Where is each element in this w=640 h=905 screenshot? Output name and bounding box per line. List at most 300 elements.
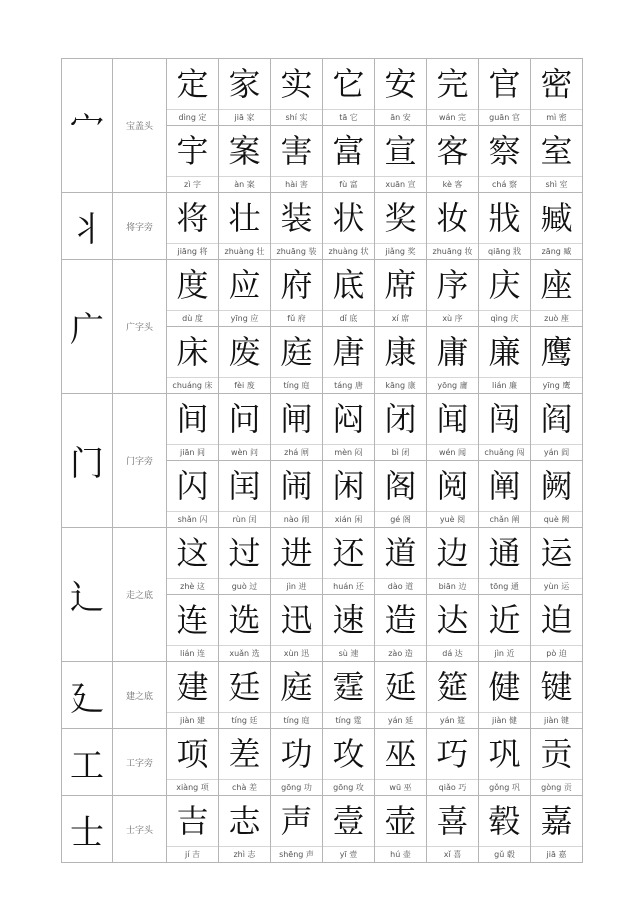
char-cell [271,662,323,729]
practice-character: 近 [488,601,521,639]
char-cell [271,327,323,394]
char-cell [219,662,271,729]
practice-character: 闷 [332,400,365,438]
practice-character: 选 [228,601,261,639]
char-cell [427,193,479,260]
pinyin-label: dào 道 [375,578,426,594]
pinyin-label: zhuàng 壮 [219,243,270,259]
pinyin-label: tōng 通 [479,578,530,594]
pinyin-label: què 阙 [531,511,582,527]
char-cell [375,193,427,260]
practice-character: 阐 [488,467,521,505]
pinyin-label: guān 官 [479,109,530,125]
pinyin-label: jìn 进 [271,578,322,594]
practice-character: 废 [228,333,261,371]
practice-character: 底 [332,266,365,304]
char-cell [479,729,531,796]
pinyin-label: chà 差 [219,779,270,795]
pinyin-label: jí 吉 [167,846,218,862]
pinyin-label: yīng 鹰 [531,377,582,393]
char-cell [427,126,479,193]
pinyin-label: gé 阁 [375,511,426,527]
pinyin-label: jiàn 健 [479,712,530,728]
practice-character: 害 [280,132,313,170]
char-cell [375,126,427,193]
pinyin-label: xù 序 [427,310,478,326]
practice-character: 闯 [488,400,521,438]
practice-character: 差 [228,735,261,773]
pinyin-label: lián 连 [167,645,218,661]
char-cell [427,595,479,662]
char-cell [375,729,427,796]
pinyin-label: jiān 间 [167,444,218,460]
pinyin-label: wū 巫 [375,779,426,795]
char-cell [479,59,531,126]
practice-character: 客 [436,132,469,170]
char-cell [479,528,531,595]
pinyin-label: biān 边 [427,578,478,594]
pinyin-label: chuǎng 闯 [479,444,530,460]
radical-name: 建之底 [113,662,167,729]
char-cell [479,796,531,863]
practice-character: 它 [332,65,365,103]
pinyin-label: wán 完 [427,109,478,125]
pinyin-label: rùn 闰 [219,511,270,527]
practice-character: 密 [540,65,573,103]
radical-name: 工字旁 [113,729,167,796]
pinyin-label: zhuāng 妆 [427,243,478,259]
practice-character: 还 [332,534,365,572]
char-cell [219,394,271,461]
practice-character: 宇 [176,132,209,170]
pinyin-label: dá 达 [427,645,478,661]
pinyin-label: hài 害 [271,176,322,192]
pinyin-label: zhuāng 装 [271,243,322,259]
radical-glyph: 工 [62,729,113,796]
char-cell [219,260,271,327]
practice-character: 宣 [384,132,417,170]
char-cell [375,796,427,863]
char-cell [271,461,323,528]
char-cell [479,193,531,260]
pinyin-label: yán 延 [375,712,426,728]
char-cell [167,193,219,260]
practice-character: 序 [436,266,469,304]
pinyin-label: wén 闻 [427,444,478,460]
char-cell [427,528,479,595]
char-cell [323,260,375,327]
pinyin-label: zào 造 [375,645,426,661]
char-cell [271,394,323,461]
pinyin-label: jìn 近 [479,645,530,661]
pinyin-label: jiāng 将 [167,243,218,259]
practice-character: 闻 [436,400,469,438]
practice-character: 壮 [228,199,261,237]
practice-character: 察 [488,132,521,170]
practice-character: 速 [332,601,365,639]
practice-character: 延 [384,668,417,706]
char-cell [427,729,479,796]
practice-character: 过 [228,534,261,572]
char-cell [479,595,531,662]
char-cell [167,126,219,193]
pinyin-label: gòng 贡 [531,779,582,795]
practice-character: 廉 [488,333,521,371]
practice-character: 奖 [384,199,417,237]
char-cell [375,461,427,528]
pinyin-label: qiāng 戕 [479,243,530,259]
radical-name: 将字旁 [113,193,167,260]
pinyin-label: xǐ 喜 [427,846,478,862]
practice-character: 座 [540,266,573,304]
practice-character: 进 [280,534,313,572]
practice-character: 闰 [228,467,261,505]
char-cell [375,662,427,729]
practice-character: 达 [436,601,469,639]
char-cell [427,59,479,126]
char-cell [219,193,271,260]
pinyin-label: gōng 功 [271,779,322,795]
practice-character: 建 [176,668,209,706]
pinyin-label: zhè 这 [167,578,218,594]
pinyin-label: yán 阎 [531,444,582,460]
char-cell [219,595,271,662]
practice-character: 通 [488,534,521,572]
char-cell [167,595,219,662]
pinyin-label: mì 密 [531,109,582,125]
practice-character: 安 [384,65,417,103]
pinyin-label: jiàn 建 [167,712,218,728]
char-cell [531,461,583,528]
radical-glyph: 广 [62,260,113,394]
radical-glyph: 门 [62,394,113,528]
pinyin-label: xiàng 项 [167,779,218,795]
practice-character: 嘉 [540,802,573,840]
char-cell [375,595,427,662]
char-cell [479,662,531,729]
pinyin-label: jiàn 键 [531,712,582,728]
pinyin-label: àn 案 [219,176,270,192]
char-cell [427,796,479,863]
pinyin-label: hú 壶 [375,846,426,862]
practice-character: 边 [436,534,469,572]
practice-character: 阙 [540,467,573,505]
pinyin-label: dù 度 [167,310,218,326]
pinyin-label: chǎn 阐 [479,511,530,527]
char-cell [323,729,375,796]
pinyin-label: yīng 应 [219,310,270,326]
practice-character: 家 [228,65,261,103]
char-cell [531,193,583,260]
pinyin-label: gǔ 毂 [479,846,530,862]
practice-character: 席 [384,266,417,304]
practice-character: 项 [176,735,209,773]
radical-name: 宝盖头 [113,59,167,193]
char-cell [531,394,583,461]
radical-name: 士字头 [113,796,167,863]
char-row [62,796,583,863]
char-cell [323,126,375,193]
practice-character: 实 [280,65,313,103]
char-cell [375,394,427,461]
char-cell [531,729,583,796]
practice-character: 键 [540,668,573,706]
char-cell [323,327,375,394]
practice-character: 运 [540,534,573,572]
char-cell [531,327,583,394]
pinyin-label: gōng 攻 [323,779,374,795]
char-row [62,193,583,260]
char-cell [323,662,375,729]
pinyin-label: chuáng 床 [167,377,218,393]
practice-character: 攻 [332,735,365,773]
pinyin-label: fǔ 府 [271,310,322,326]
char-cell [323,528,375,595]
practice-character: 霆 [332,668,365,706]
pinyin-label: zhì 志 [219,846,270,862]
pinyin-label: fèi 废 [219,377,270,393]
char-cell [375,327,427,394]
radical-glyph: 丬 [62,193,113,260]
pinyin-label: bì 闭 [375,444,426,460]
char-cell [167,260,219,327]
practice-character: 室 [540,132,573,170]
pinyin-label: xuān 宣 [375,176,426,192]
practice-character: 贡 [540,735,573,773]
char-cell [271,126,323,193]
practice-character: 吉 [176,802,209,840]
practice-character: 巩 [488,735,521,773]
pinyin-label: qìng 庆 [479,310,530,326]
char-cell [219,126,271,193]
pinyin-label: yōng 庸 [427,377,478,393]
practice-character: 壹 [332,802,365,840]
pinyin-label: pò 迫 [531,645,582,661]
practice-character: 声 [280,802,313,840]
char-cell [167,461,219,528]
practice-character: 连 [176,601,209,639]
pinyin-label: wèn 问 [219,444,270,460]
pinyin-label: xián 闲 [323,511,374,527]
pinyin-label: xuǎn 选 [219,645,270,661]
pinyin-label: zhuàng 状 [323,243,374,259]
practice-character: 巫 [384,735,417,773]
char-cell [271,193,323,260]
char-cell [323,394,375,461]
radical-glyph: 士 [62,796,113,863]
pinyin-label: dǐ 底 [323,310,374,326]
char-cell [427,327,479,394]
practice-character: 康 [384,333,417,371]
practice-character: 定 [176,65,209,103]
char-cell [375,528,427,595]
pinyin-label: zì 字 [167,176,218,192]
char-cell [271,595,323,662]
pinyin-label: kāng 康 [375,377,426,393]
char-cell [375,260,427,327]
char-cell [323,595,375,662]
practice-character: 毂 [488,802,521,840]
char-cell [271,729,323,796]
practice-character: 鹰 [540,333,573,371]
pinyin-label: zuò 座 [531,310,582,326]
char-cell [271,796,323,863]
char-cell [167,662,219,729]
practice-character: 唐 [332,333,365,371]
practice-character: 阎 [540,400,573,438]
pinyin-label: sù 速 [323,645,374,661]
char-cell [323,796,375,863]
practice-character: 府 [280,266,313,304]
practice-character: 状 [332,199,365,237]
pinyin-label: ān 安 [375,109,426,125]
practice-character: 将 [176,199,209,237]
pinyin-label: guò 过 [219,578,270,594]
practice-character: 这 [176,534,209,572]
practice-character: 闹 [280,467,313,505]
pinyin-label: dìng 定 [167,109,218,125]
pinyin-label: yùn 运 [531,578,582,594]
pinyin-label: zāng 臧 [531,243,582,259]
practice-character: 造 [384,601,417,639]
char-cell [167,729,219,796]
radical-name: 广字头 [113,260,167,394]
practice-character: 廷 [228,668,261,706]
radical-glyph: 辶 [62,528,113,662]
practice-character: 迅 [280,601,313,639]
pinyin-label: xùn 迅 [271,645,322,661]
practice-character: 应 [228,266,261,304]
char-row [62,59,583,126]
char-cell [323,193,375,260]
char-cell [167,394,219,461]
pinyin-label: qiǎo 巧 [427,779,478,795]
char-cell [167,327,219,394]
pinyin-label: tíng 庭 [271,377,322,393]
practice-character: 间 [176,400,209,438]
radical-name: 走之底 [113,528,167,662]
practice-character: 志 [228,802,261,840]
char-row [62,260,583,327]
pinyin-label: kè 客 [427,176,478,192]
pinyin-label: shí 实 [271,109,322,125]
practice-character: 道 [384,534,417,572]
practice-character: 健 [488,668,521,706]
char-cell [531,796,583,863]
practice-character: 案 [228,132,261,170]
char-cell [271,260,323,327]
practice-character: 壶 [384,802,417,840]
pinyin-label: zhá 闸 [271,444,322,460]
char-cell [167,59,219,126]
char-cell [427,461,479,528]
pinyin-label: shì 室 [531,176,582,192]
radical-name: 门字旁 [113,394,167,528]
pinyin-label: tíng 廷 [219,712,270,728]
practice-character: 完 [436,65,469,103]
pinyin-label: yán 筵 [427,712,478,728]
pinyin-label: jiā 嘉 [531,846,582,862]
practice-character: 戕 [488,199,521,237]
char-cell [427,662,479,729]
char-cell [479,126,531,193]
practice-character: 装 [280,199,313,237]
pinyin-label: táng 唐 [323,377,374,393]
practice-character: 巧 [436,735,469,773]
char-cell [427,260,479,327]
char-row [62,394,583,461]
practice-character: 阁 [384,467,417,505]
char-cell [271,59,323,126]
pinyin-label: fù 富 [323,176,374,192]
char-cell [219,59,271,126]
char-cell [479,394,531,461]
pinyin-label: shēng 声 [271,846,322,862]
practice-character: 闲 [332,467,365,505]
pinyin-label: tíng 庭 [271,712,322,728]
char-row [62,662,583,729]
pinyin-label: yuè 阅 [427,511,478,527]
char-cell [323,461,375,528]
practice-character: 庸 [436,333,469,371]
char-cell [479,260,531,327]
char-cell [167,796,219,863]
pinyin-label: mèn 闷 [323,444,374,460]
char-cell [531,126,583,193]
pinyin-label: yī 壹 [323,846,374,862]
pinyin-label: chá 察 [479,176,530,192]
practice-character: 功 [280,735,313,773]
practice-character: 臧 [540,199,573,237]
char-cell [219,528,271,595]
radical-practice-table [61,58,583,863]
char-row [62,729,583,796]
practice-character: 床 [176,333,209,371]
practice-character: 闭 [384,400,417,438]
char-cell [531,260,583,327]
pinyin-label: lián 廉 [479,377,530,393]
practice-character: 阅 [436,467,469,505]
char-cell [219,796,271,863]
char-cell [479,327,531,394]
practice-character: 庭 [280,668,313,706]
pinyin-label: huán 还 [323,578,374,594]
practice-character: 闪 [176,467,209,505]
char-cell [531,528,583,595]
practice-character: 喜 [436,802,469,840]
char-cell [531,595,583,662]
char-cell [271,528,323,595]
pinyin-label: gǒng 巩 [479,779,530,795]
char-cell [531,662,583,729]
practice-character: 庭 [280,333,313,371]
char-cell [219,729,271,796]
char-cell [323,59,375,126]
radical-glyph: 廴 [62,662,113,729]
practice-character: 度 [176,266,209,304]
pinyin-label: xí 席 [375,310,426,326]
pinyin-label: jiā 家 [219,109,270,125]
practice-character: 问 [228,400,261,438]
pinyin-label: jiǎng 奖 [375,243,426,259]
practice-character: 闸 [280,400,313,438]
char-row [62,528,583,595]
char-cell [531,59,583,126]
radical-glyph: 宀 [62,59,113,193]
pinyin-label: tā 它 [323,109,374,125]
pinyin-label: tíng 霆 [323,712,374,728]
practice-character: 筵 [436,668,469,706]
